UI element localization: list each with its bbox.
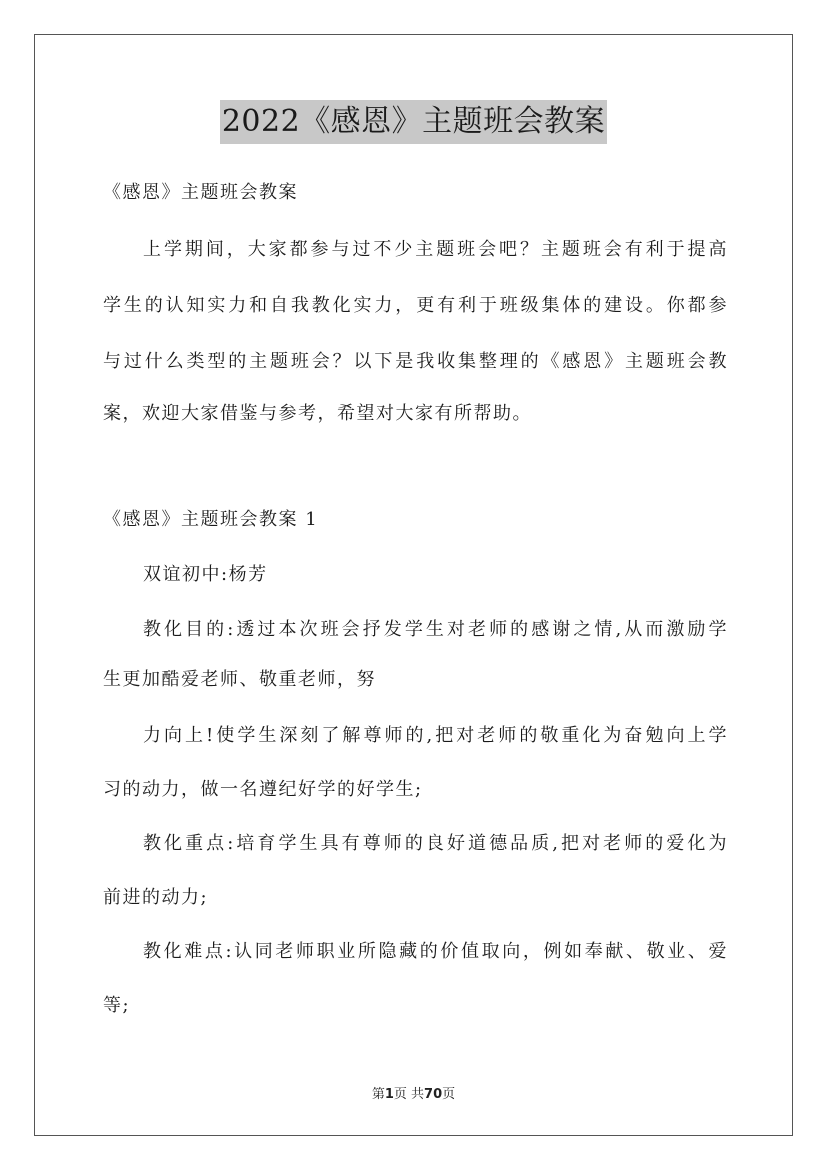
goal-line-3: 力向上!使学生深刻了解尊师的,把对老师的敬重化为奋勉向上学 <box>143 725 728 746</box>
intro-line-1: 上学期间，大家都参与过不少主题班会吧？主题班会有利于提高 <box>143 239 728 260</box>
document-title: 2022《感恩》主题班会教案 <box>220 100 607 144</box>
footer-suffix: 页 <box>442 1087 456 1102</box>
goal-line-2: 生更加酷爱老师、敬重老师，努 <box>103 669 376 690</box>
intro-line-4: 案，欢迎大家借鉴与参考，希望对大家有所帮助。 <box>103 403 532 424</box>
footer-mid: 页 共 <box>393 1087 425 1102</box>
key-line-1: 教化重点:培育学生具有尊师的良好道德品质,把对老师的爱化为 <box>143 833 728 854</box>
section-heading: 《感恩》主题班会教案 <box>103 182 298 203</box>
goal-line-1: 教化目的:透过本次班会抒发学生对老师的感谢之情,从而激励学 <box>143 619 728 640</box>
section-heading-1: 《感恩》主题班会教案 1 <box>103 509 319 530</box>
footer-total-pages: 70 <box>424 1087 443 1102</box>
title-wrap <box>0 100 827 144</box>
difficulty-line-2: 等; <box>103 995 131 1016</box>
footer-page-number: 1 <box>384 1087 394 1102</box>
intro-line-2: 学生的认知实力和自我教化实力，更有利于班级集体的建设。你都参 <box>103 295 728 316</box>
footer-prefix: 第 <box>371 1087 385 1102</box>
intro-line-3: 与过什么类型的主题班会？以下是我收集整理的《感恩》主题班会教 <box>103 351 728 372</box>
difficulty-line-1: 教化难点:认同老师职业所隐藏的价值取向，例如奉献、敬业、爱 <box>143 941 728 962</box>
key-line-2: 前进的动力; <box>103 887 209 908</box>
page-footer <box>0 1083 827 1102</box>
author-line: 双谊初中:杨芳 <box>143 564 268 585</box>
goal-line-4: 习的动力，做一名遵纪好学的好学生; <box>103 779 423 800</box>
